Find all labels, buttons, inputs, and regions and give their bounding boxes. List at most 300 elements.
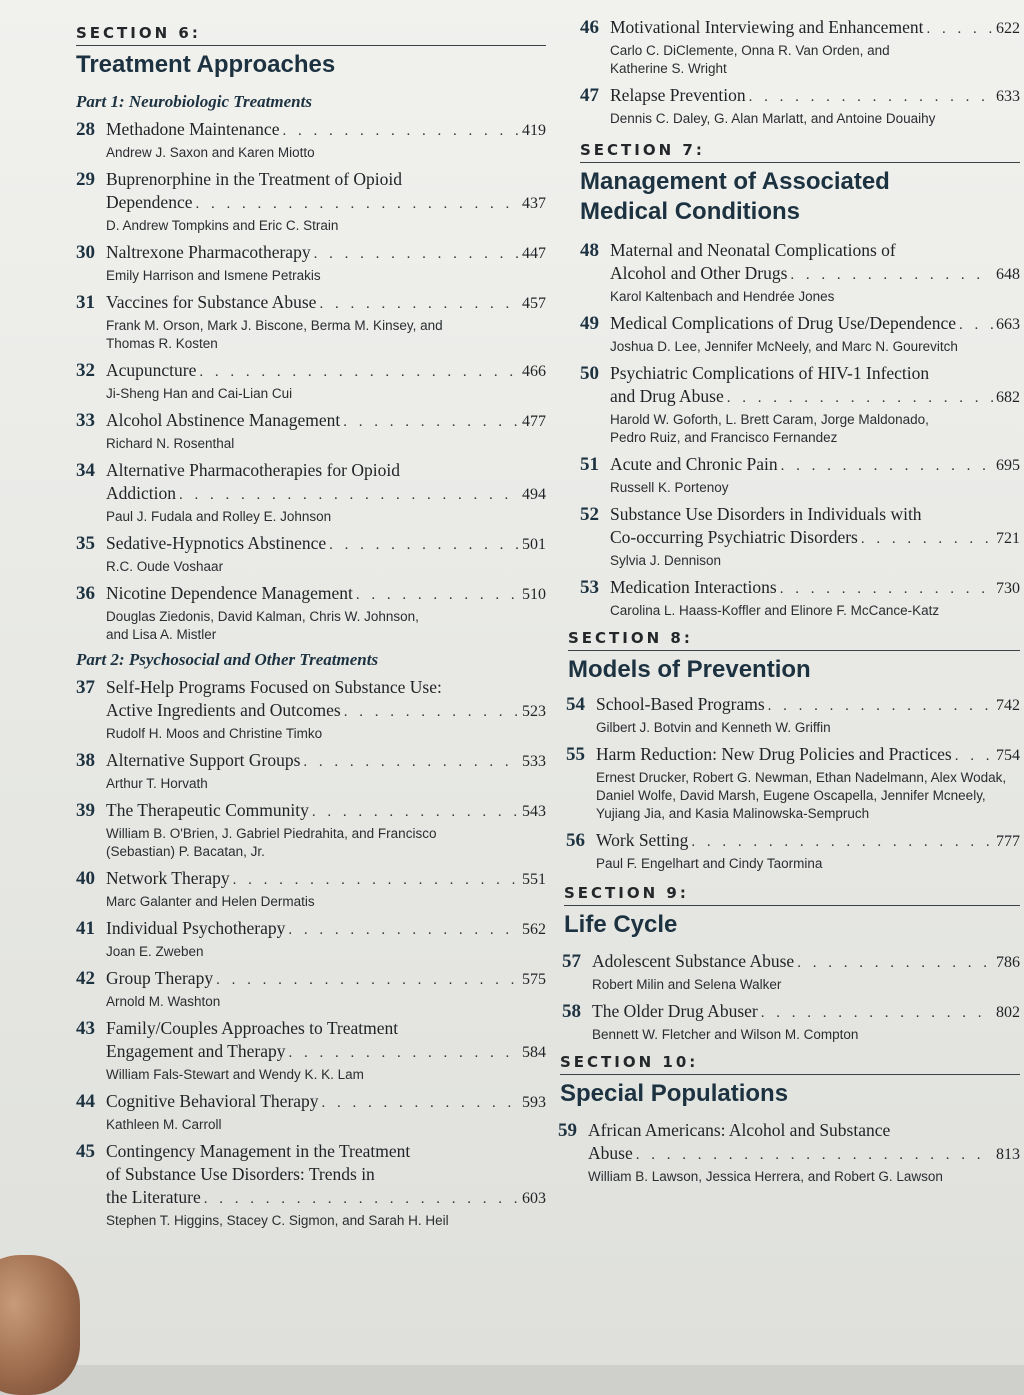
chapter-title: Medical Complications of Drug Use/Dependence — [610, 313, 957, 333]
section-title: Special Populations — [560, 1080, 789, 1107]
section-title: Management of Associated — [580, 168, 890, 195]
page-number: 437 — [522, 195, 546, 212]
chapter-number: 53 — [580, 577, 599, 598]
toc-entry — [76, 917, 546, 960]
chapter-title: Alcohol and Other Drugs — [610, 263, 788, 283]
chapter-authors: Sylvia J. Dennison — [610, 553, 722, 568]
chapter-authors: Paul J. Fudala and Rolley E. Johnson — [106, 509, 332, 524]
chapter-title-line — [106, 1090, 546, 1115]
chapter-title: Dependence — [106, 192, 193, 212]
section-label: SECTION 9: — [564, 884, 689, 902]
chapter-authors: Ji-Sheng Han and Cai-Lian Cui — [106, 386, 293, 401]
toc-entry — [562, 1000, 1020, 1043]
toc-list — [580, 16, 1020, 127]
page-number: 786 — [996, 954, 1020, 971]
toc-entry — [76, 967, 546, 1010]
dot-leader — [319, 293, 519, 316]
dot-leader — [288, 919, 519, 942]
toc-entry — [558, 1119, 1020, 1185]
dot-leader — [749, 86, 993, 109]
dot-leader — [790, 264, 993, 287]
entry-body — [106, 359, 546, 402]
chapter-title-line — [610, 526, 1020, 551]
chapter-authors: Rudolf H. Moos and Christine Timko — [106, 726, 323, 741]
chapter-number: 36 — [76, 583, 95, 604]
page-number: 663 — [996, 316, 1020, 333]
chapter-number: 43 — [76, 1018, 95, 1039]
toc-entry — [76, 532, 546, 575]
chapter-title: Individual Psychotherapy — [106, 918, 286, 938]
dot-leader — [727, 387, 993, 410]
chapter-authors: Carlo C. DiClemente, Onna R. Van Orden, and — [610, 43, 890, 58]
entry-body — [106, 532, 546, 575]
page-number: 777 — [996, 833, 1020, 850]
chapter-title-line — [610, 576, 1020, 601]
page-number: 730 — [996, 580, 1020, 597]
chapter-title-line — [106, 699, 546, 724]
chapter-title-line — [610, 453, 1020, 478]
chapter-title: Acupuncture — [106, 360, 197, 380]
chapter-title-line — [106, 1040, 546, 1065]
toc-entry — [76, 676, 546, 742]
dot-leader — [761, 1002, 993, 1025]
section-8-header — [568, 629, 1020, 685]
page-number: 457 — [522, 295, 546, 312]
chapter-title: Engagement and Therapy — [106, 1041, 286, 1061]
chapter-title: Vaccines for Substance Abuse — [106, 292, 317, 312]
dot-leader — [780, 578, 993, 601]
page-number: 721 — [996, 530, 1020, 547]
chapter-number: 59 — [558, 1120, 577, 1141]
section-9-header — [564, 884, 1020, 940]
chapter-authors: Richard N. Rosenthal — [106, 436, 235, 451]
chapter-title: Acute and Chronic Pain — [610, 454, 778, 474]
chapter-title: of Substance Use Disorders: Trends in — [106, 1164, 375, 1184]
chapter-title: Group Therapy — [106, 968, 214, 988]
chapter-title: Sedative-Hypnotics Abstinence — [106, 533, 327, 553]
toc-entry — [76, 1140, 546, 1229]
entry-body — [610, 362, 1020, 446]
chapter-authors: Yujiang Jia, and Kasia Malinowska-Sempruch — [596, 806, 870, 821]
chapter-title: African Americans: Alcohol and Substance — [588, 1120, 891, 1140]
chapter-authors: Stephen T. Higgins, Stacey C. Sigmon, and Sarah H. Heil — [106, 1213, 449, 1228]
page-number: 419 — [522, 122, 546, 139]
entry-body — [106, 582, 546, 643]
section-10-header — [560, 1053, 1020, 1109]
entry-body — [610, 239, 1020, 305]
entry-body — [592, 950, 1020, 993]
chapter-title-line — [106, 582, 546, 607]
chapter-authors: Carolina L. Haass-Koffler and Elinore F. McCance-Katz — [610, 603, 940, 618]
toc-list — [562, 950, 1020, 1043]
chapter-title: Alcohol Abstinence Management — [106, 410, 341, 430]
dot-leader — [959, 314, 993, 337]
chapter-title: Harm Reduction: New Drug Policies and Practices — [596, 744, 952, 764]
left-column — [76, 24, 546, 1236]
dot-leader — [282, 120, 519, 143]
entry-body — [106, 967, 546, 1010]
section-title: Life Cycle — [564, 911, 678, 938]
chapter-authors: Emily Harrison and Ismene Petrakis — [106, 268, 321, 283]
chapter-number: 44 — [76, 1091, 95, 1112]
chapter-number: 39 — [76, 800, 95, 821]
dot-leader — [312, 801, 519, 824]
page-number: 466 — [522, 363, 546, 380]
section-label: SECTION 8: — [568, 629, 693, 647]
dot-leader — [216, 969, 519, 992]
page-number: 575 — [522, 971, 546, 988]
chapter-title-line — [106, 168, 546, 191]
toc-list — [76, 676, 546, 1229]
entry-body — [106, 1090, 546, 1133]
chapter-title: Cognitive Behavioral Therapy — [106, 1091, 319, 1111]
chapter-authors: Pedro Ruiz, and Francisco Fernandez — [610, 430, 838, 445]
entry-body — [596, 829, 1020, 872]
page-number: 593 — [522, 1094, 546, 1111]
chapter-title-line — [596, 829, 1020, 854]
page-number: 633 — [996, 88, 1020, 105]
toc-entry — [76, 459, 546, 525]
toc-entry — [580, 362, 1020, 446]
chapter-title: Nicotine Dependence Management — [106, 583, 353, 603]
chapter-number: 47 — [580, 85, 599, 106]
chapter-title: The Older Drug Abuser — [592, 1001, 758, 1021]
toc-list — [580, 239, 1020, 619]
chapter-title: the Literature — [106, 1187, 201, 1207]
entry-body — [610, 312, 1020, 355]
page-number: 603 — [522, 1190, 546, 1207]
section-rule — [76, 45, 546, 46]
thumb-photo — [0, 1255, 80, 1395]
toc-entry — [76, 749, 546, 792]
chapter-authors: Thomas R. Kosten — [106, 336, 218, 351]
chapter-authors: Andrew J. Saxon and Karen Miotto — [106, 145, 315, 160]
chapter-number: 41 — [76, 918, 95, 939]
chapter-title: Relapse Prevention — [610, 85, 746, 105]
chapter-title-line — [106, 1017, 546, 1040]
chapter-authors: Frank M. Orson, Mark J. Biscone, Berma M. Kinsey, and — [106, 318, 443, 333]
chapter-number: 35 — [76, 533, 95, 554]
entry-body — [106, 749, 546, 792]
page-number: 682 — [996, 389, 1020, 406]
chapter-authors: Kathleen M. Carroll — [106, 1117, 222, 1132]
chapter-number: 37 — [76, 677, 95, 698]
toc-entry — [580, 576, 1020, 619]
chapter-authors: William Fals-Stewart and Wendy K. K. Lam — [106, 1067, 364, 1082]
dot-leader — [199, 361, 519, 384]
toc-entry — [76, 118, 546, 161]
chapter-number: 31 — [76, 292, 95, 313]
dot-leader — [322, 1092, 519, 1115]
chapter-title-line — [106, 191, 546, 216]
entry-body — [596, 743, 1020, 822]
chapter-title: Maternal and Neonatal Complications of — [610, 240, 896, 260]
chapter-authors: Robert Milin and Selena Walker — [592, 977, 782, 992]
chapter-title-line — [610, 16, 1020, 41]
entry-body — [106, 118, 546, 161]
chapter-number: 34 — [76, 460, 95, 481]
toc-entry — [580, 16, 1020, 77]
chapter-title-line — [596, 693, 1020, 718]
entry-body — [106, 459, 546, 525]
entry-body — [592, 1000, 1020, 1043]
dot-leader — [861, 528, 993, 551]
dot-leader — [329, 534, 519, 557]
chapter-title-line — [106, 118, 546, 143]
chapter-title-line — [106, 799, 546, 824]
entry-body — [106, 676, 546, 742]
toc-entry — [566, 693, 1020, 736]
page-number: 813 — [996, 1146, 1020, 1163]
section-label: SECTION 6: — [76, 24, 201, 42]
dot-leader — [344, 701, 519, 724]
chapter-authors: R.C. Oude Voshaar — [106, 559, 224, 574]
chapter-title-line — [106, 1140, 546, 1163]
chapter-title-line — [588, 1119, 1020, 1142]
dot-leader — [356, 584, 519, 607]
dot-leader — [288, 1042, 519, 1065]
dot-leader — [797, 952, 993, 975]
page-number: 754 — [996, 747, 1020, 764]
page-number: 802 — [996, 1004, 1020, 1021]
chapter-number: 55 — [566, 744, 585, 765]
chapter-authors: Karol Kaltenbach and Hendrée Jones — [610, 289, 835, 304]
chapter-number: 42 — [76, 968, 95, 989]
chapter-title: School-Based Programs — [596, 694, 765, 714]
chapter-title: Psychiatric Complications of HIV-1 Infection — [610, 363, 930, 383]
chapter-number: 32 — [76, 360, 95, 381]
chapter-title: Methadone Maintenance — [106, 119, 280, 139]
page-number: 695 — [996, 457, 1020, 474]
toc-entry — [76, 241, 546, 284]
toc-entry — [562, 950, 1020, 993]
page-number: 562 — [522, 921, 546, 938]
toc-list — [558, 1119, 1020, 1185]
section-label: SECTION 7: — [580, 141, 705, 159]
chapter-title-line — [610, 84, 1020, 109]
page-number: 533 — [522, 753, 546, 770]
dot-leader — [691, 831, 993, 854]
dot-leader — [768, 695, 993, 718]
right-column — [558, 16, 1020, 1192]
entry-body — [106, 1140, 546, 1229]
chapter-title: Contingency Management in the Treatment — [106, 1141, 411, 1161]
section-6-header — [76, 24, 546, 80]
chapter-title-line — [106, 409, 546, 434]
page-number: 742 — [996, 697, 1020, 714]
chapter-title: and Drug Abuse — [610, 386, 724, 406]
toc-entry — [580, 453, 1020, 496]
chapter-title-line — [592, 950, 1020, 975]
chapter-number: 58 — [562, 1001, 581, 1022]
section-rule — [580, 162, 1020, 163]
toc-entry — [76, 582, 546, 643]
chapter-title-line — [106, 967, 546, 992]
entry-body — [610, 576, 1020, 619]
chapter-title-line — [588, 1142, 1020, 1167]
chapter-authors: Joshua D. Lee, Jennifer McNeely, and Marc N. Gourevitch — [610, 339, 958, 354]
chapter-title-line — [106, 359, 546, 384]
chapter-title: Naltrexone Pharmacotherapy — [106, 242, 311, 262]
entry-body — [610, 453, 1020, 496]
section-7-header — [580, 141, 1020, 227]
chapter-number: 45 — [76, 1141, 95, 1162]
chapter-authors: Ernest Drucker, Robert G. Newman, Ethan Nadelmann, Alex Wodak, — [596, 770, 1007, 785]
chapter-number: 30 — [76, 242, 95, 263]
chapter-authors: Bennett W. Fletcher and Wilson M. Compton — [592, 1027, 859, 1042]
chapter-title-line — [106, 241, 546, 266]
entry-body — [610, 16, 1020, 77]
chapter-authors: William B. O'Brien, J. Gabriel Piedrahita, and Francisco — [106, 826, 437, 841]
toc-entry — [580, 239, 1020, 305]
chapter-number: 33 — [76, 410, 95, 431]
chapter-title-line — [610, 312, 1020, 337]
dot-leader — [636, 1144, 993, 1167]
toc-entry — [76, 291, 546, 352]
chapter-title: Work Setting — [596, 830, 689, 850]
chapter-number: 56 — [566, 830, 585, 851]
toc-entry — [76, 1090, 546, 1133]
chapter-title-line — [106, 459, 546, 482]
part-title: Part 2: Psychosocial and Other Treatments — [76, 650, 379, 669]
chapter-title: Substance Use Disorders in Individuals with — [610, 504, 922, 524]
toc-entry — [76, 1017, 546, 1083]
chapter-number: 40 — [76, 868, 95, 889]
section-title: Medical Conditions — [580, 198, 801, 225]
page-number: 648 — [996, 266, 1020, 283]
entry-body — [596, 693, 1020, 736]
toc-entry — [76, 799, 546, 860]
dot-leader — [314, 243, 519, 266]
dot-leader — [233, 869, 519, 892]
chapter-title: Family/Couples Approaches to Treatment — [106, 1018, 399, 1038]
chapter-authors: Joan E. Zweben — [106, 944, 204, 959]
chapter-title-line — [106, 532, 546, 557]
chapter-title-line — [106, 917, 546, 942]
chapter-authors: Katherine S. Wright — [610, 61, 727, 76]
chapter-number: 57 — [562, 951, 581, 972]
toc-entry — [580, 84, 1020, 127]
chapter-authors: Marc Galanter and Helen Dermatis — [106, 894, 315, 909]
toc-entry — [76, 409, 546, 452]
entry-body — [106, 867, 546, 910]
chapter-title: Buprenorphine in the Treatment of Opioid — [106, 169, 403, 189]
dot-leader — [303, 751, 519, 774]
part-title: Part 1: Neurobiologic Treatments — [76, 92, 312, 111]
toc-entry — [76, 867, 546, 910]
chapter-title-line — [106, 749, 546, 774]
chapter-number: 54 — [566, 694, 585, 715]
dot-leader — [343, 411, 519, 434]
chapter-number: 49 — [580, 313, 599, 334]
dot-leader — [204, 1188, 519, 1211]
chapter-title: Co-occurring Psychiatric Disorders — [610, 527, 858, 547]
chapter-authors: Douglas Ziedonis, David Kalman, Chris W. Johnson, — [106, 609, 419, 624]
chapter-title-line — [106, 291, 546, 316]
dot-leader — [195, 193, 519, 216]
entry-body — [588, 1119, 1020, 1185]
chapter-title-line — [610, 362, 1020, 385]
chapter-number: 29 — [76, 169, 95, 190]
chapter-authors: Russell K. Portenoy — [610, 480, 729, 495]
chapter-authors: D. Andrew Tompkins and Eric C. Strain — [106, 218, 339, 233]
chapter-number: 51 — [580, 454, 599, 475]
toc-list — [76, 118, 546, 643]
chapter-title: Motivational Interviewing and Enhancement — [610, 17, 924, 37]
chapter-title: The Therapeutic Community — [106, 800, 309, 820]
chapter-title: Addiction — [106, 483, 176, 503]
entry-body — [106, 409, 546, 452]
entry-body — [106, 917, 546, 960]
entry-body — [106, 168, 546, 234]
dot-leader — [955, 745, 993, 768]
toc-entry — [580, 312, 1020, 355]
chapter-number: 46 — [580, 17, 599, 38]
page-number: 523 — [522, 703, 546, 720]
chapter-title: Adolescent Substance Abuse — [592, 951, 795, 971]
dot-leader — [179, 484, 519, 507]
chapter-title-line — [106, 482, 546, 507]
entry-body — [106, 1017, 546, 1083]
page-number: 584 — [522, 1044, 546, 1061]
chapter-title: Medication Interactions — [610, 577, 777, 597]
chapter-number: 52 — [580, 504, 599, 525]
chapter-title: Self-Help Programs Focused on Substance Use: — [106, 677, 442, 697]
dot-leader — [781, 455, 993, 478]
toc-entry — [580, 503, 1020, 569]
chapter-authors: Harold W. Goforth, L. Brett Caram, Jorge Maldonado, — [610, 412, 929, 427]
page-number: 510 — [522, 586, 546, 603]
chapter-title-line — [592, 1000, 1020, 1025]
entry-body — [106, 799, 546, 860]
chapter-title-line — [106, 867, 546, 892]
chapter-title: Alternative Support Groups — [106, 750, 301, 770]
chapter-authors: Arnold M. Washton — [106, 994, 221, 1009]
page-number: 543 — [522, 803, 546, 820]
chapter-title-line — [610, 503, 1020, 526]
chapter-number: 38 — [76, 750, 95, 771]
chapter-title-line — [106, 676, 546, 699]
page-number: 501 — [522, 536, 546, 553]
entry-body — [106, 291, 546, 352]
chapter-title: Active Ingredients and Outcomes — [106, 700, 341, 720]
page-number: 551 — [522, 871, 546, 888]
chapter-authors: (Sebastian) P. Bacatan, Jr. — [106, 844, 265, 859]
chapter-title: Network Therapy — [106, 868, 230, 888]
chapter-authors: and Lisa A. Mistler — [106, 627, 217, 642]
entry-body — [610, 84, 1020, 127]
chapter-authors: Daniel Wolfe, David Marsh, Eugene Oscapella, Jennifer Mcneely, — [596, 788, 986, 803]
page-number: 622 — [996, 20, 1020, 37]
entry-body — [610, 503, 1020, 569]
chapter-authors: Dennis C. Daley, G. Alan Marlatt, and Antoine Douaihy — [610, 111, 936, 126]
chapter-title: Abuse — [588, 1143, 633, 1163]
toc-entry — [76, 359, 546, 402]
section-label: SECTION 10: — [560, 1053, 699, 1071]
page-number: 477 — [522, 413, 546, 430]
page-number: 494 — [522, 486, 546, 503]
chapter-title-line — [596, 743, 1020, 768]
dot-leader — [926, 18, 993, 41]
chapter-number: 28 — [76, 119, 95, 140]
chapter-authors: William B. Lawson, Jessica Herrera, and Robert G. Lawson — [588, 1169, 943, 1184]
chapter-title-line — [610, 385, 1020, 410]
chapter-title: Alternative Pharmacotherapies for Opioid — [106, 460, 400, 480]
chapter-authors: Gilbert J. Botvin and Kenneth W. Griffin — [596, 720, 831, 735]
chapter-authors: Arthur T. Horvath — [106, 776, 208, 791]
chapter-authors: Paul F. Engelhart and Cindy Taormina — [596, 856, 823, 871]
chapter-title-line — [610, 239, 1020, 262]
